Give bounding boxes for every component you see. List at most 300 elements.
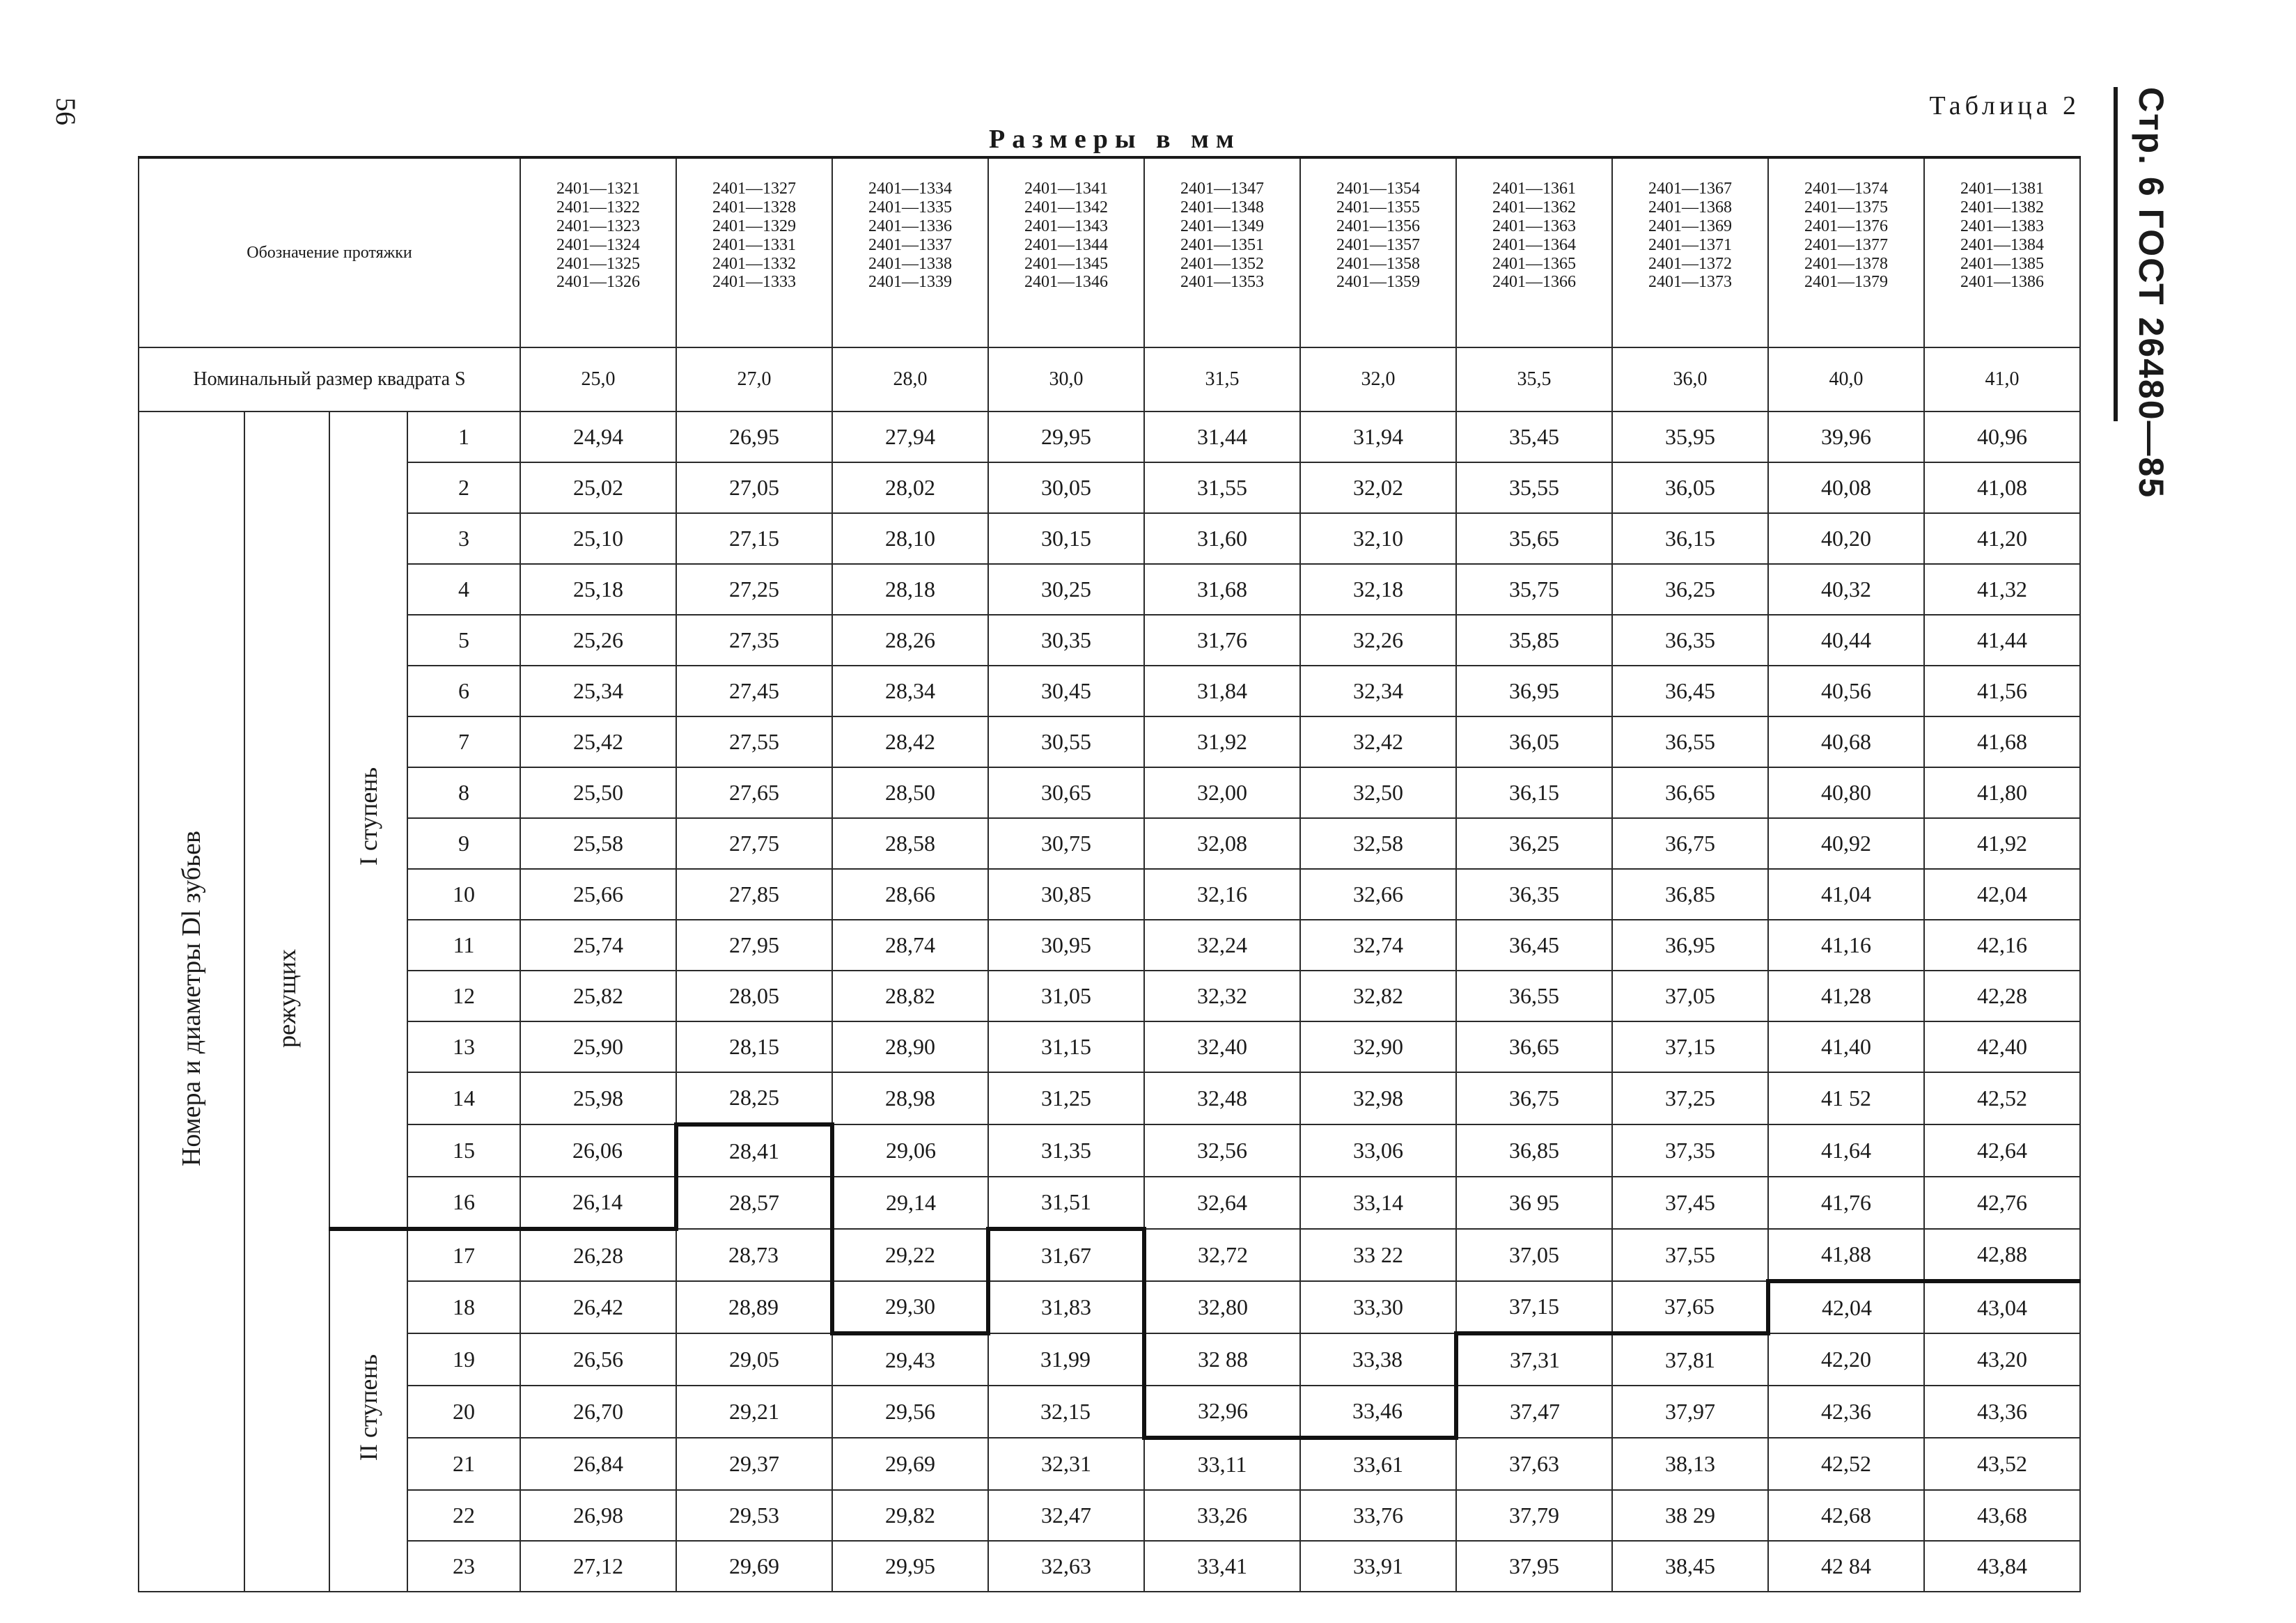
- diameter-cell: 35,65: [1456, 513, 1612, 564]
- diameter-cell: 36,35: [1612, 615, 1768, 666]
- diameter-cell: 29,95: [988, 411, 1144, 462]
- diameter-cell: 36,85: [1612, 869, 1768, 920]
- diameter-cell: 28,98: [832, 1072, 988, 1124]
- diameter-cell: 25,02: [520, 462, 676, 513]
- diameter-cell: 33,91: [1300, 1541, 1456, 1592]
- designation-cell: 2401—1381 2401—1382 2401—1383 2401—1384 2401—1385 2401—1386: [1924, 157, 2080, 347]
- table-title: Таблица 2: [1929, 91, 2080, 120]
- table-row: [139, 1072, 2080, 1124]
- diameter-cell: 29,22: [832, 1229, 988, 1281]
- diameter-cell: 33,38: [1300, 1333, 1456, 1386]
- diameter-cell: 33,11: [1144, 1438, 1300, 1490]
- diameter-cell: 24,94: [520, 411, 676, 462]
- diameter-cell: 41,44: [1924, 615, 2080, 666]
- diameter-cell: 28,42: [832, 716, 988, 767]
- diameter-cell: 28,57: [676, 1177, 832, 1229]
- diameter-cell: 31,25: [988, 1072, 1144, 1124]
- diameter-cell: 36,55: [1612, 716, 1768, 767]
- diameter-cell: 36,25: [1612, 564, 1768, 615]
- diameter-cell: 37,81: [1612, 1333, 1768, 1386]
- diameter-cell: 32,66: [1300, 869, 1456, 920]
- diameter-cell: 32,72: [1144, 1229, 1300, 1281]
- diameter-cell: 31,05: [988, 971, 1144, 1021]
- stage2-label: II ступень: [354, 1354, 382, 1461]
- diameter-cell: 31,83: [988, 1281, 1144, 1333]
- tooth-number: 17: [407, 1229, 520, 1281]
- diameter-cell: 32,15: [988, 1386, 1144, 1438]
- diameter-cell: 25,42: [520, 716, 676, 767]
- diameter-cell: 41,32: [1924, 564, 2080, 615]
- diameter-cell: 41,76: [1768, 1177, 1924, 1229]
- diameter-cell: 42,16: [1924, 920, 2080, 971]
- diameter-cell: 37,55: [1612, 1229, 1768, 1281]
- nominal-cell: 28,0: [832, 347, 988, 411]
- diameter-cell: 30,65: [988, 767, 1144, 818]
- table-row: [139, 1229, 2080, 1281]
- diameter-cell: 32,50: [1300, 767, 1456, 818]
- diameter-cell: 32,26: [1300, 615, 1456, 666]
- diameter-cell: 37,25: [1612, 1072, 1768, 1124]
- diameter-cell: 32,16: [1144, 869, 1300, 920]
- diameter-cell: 28,90: [832, 1021, 988, 1072]
- diameter-cell: 40,20: [1768, 513, 1924, 564]
- table-row: [139, 513, 2080, 564]
- diameter-cell: 30,55: [988, 716, 1144, 767]
- diameter-cell: 29,05: [676, 1333, 832, 1386]
- diameter-cell: 28,73: [676, 1229, 832, 1281]
- nominal-cell: 31,5: [1144, 347, 1300, 411]
- diameter-cell: 37,47: [1456, 1386, 1612, 1438]
- designation-cell: 2401—1347 2401—1348 2401—1349 2401—1351 2401—1352 2401—1353: [1144, 157, 1300, 347]
- table-row: [139, 869, 2080, 920]
- table-body: [139, 411, 2080, 1592]
- diameter-cell: 35,75: [1456, 564, 1612, 615]
- tooth-number: 23: [407, 1541, 520, 1592]
- table-row: [139, 716, 2080, 767]
- diameter-cell: 30,25: [988, 564, 1144, 615]
- diameter-cell: 27,35: [676, 615, 832, 666]
- tooth-number: 16: [407, 1177, 520, 1229]
- diameter-cell: 36,15: [1456, 767, 1612, 818]
- diameter-cell: 33,14: [1300, 1177, 1456, 1229]
- stage2-label-cell: [329, 1229, 407, 1592]
- stage1-label-cell: [329, 411, 407, 1229]
- diameter-cell: 32,18: [1300, 564, 1456, 615]
- diameter-cell: 31,92: [1144, 716, 1300, 767]
- table-row: [139, 920, 2080, 971]
- diameter-cell: 32,47: [988, 1490, 1144, 1541]
- diameter-cell: 36,15: [1612, 513, 1768, 564]
- diameter-cell: 33,30: [1300, 1281, 1456, 1333]
- diameter-cell: 41,08: [1924, 462, 2080, 513]
- table-row: [139, 615, 2080, 666]
- diameter-cell: 25,66: [520, 869, 676, 920]
- designation-cell: 2401—1321 2401—1322 2401—1323 2401—1324 2401—1325 2401—1326: [520, 157, 676, 347]
- tooth-number: 18: [407, 1281, 520, 1333]
- diameter-cell: 32,24: [1144, 920, 1300, 971]
- diameter-cell: 27,12: [520, 1541, 676, 1592]
- diameter-cell: 31,35: [988, 1124, 1144, 1177]
- diameter-cell: 37,79: [1456, 1490, 1612, 1541]
- diameter-cell: 33,06: [1300, 1124, 1456, 1177]
- table-row: [139, 1490, 2080, 1541]
- diameter-cell: 25,74: [520, 920, 676, 971]
- diameter-cell: 25,98: [520, 1072, 676, 1124]
- diameter-cell: 40,80: [1768, 767, 1924, 818]
- tooth-number: 2: [407, 462, 520, 513]
- diameter-cell: 25,34: [520, 666, 676, 716]
- designation-cell: 2401—1341 2401—1342 2401—1343 2401—1344 2401—1345 2401—1346: [988, 157, 1144, 347]
- diameter-cell: 32,31: [988, 1438, 1144, 1490]
- diameter-cell: 29,95: [832, 1541, 988, 1592]
- diameter-cell: 42,36: [1768, 1386, 1924, 1438]
- diameter-cell: 35,55: [1456, 462, 1612, 513]
- diameter-cell: 31,76: [1144, 615, 1300, 666]
- diameter-cell: 37,95: [1456, 1541, 1612, 1592]
- diameter-cell: 41,16: [1768, 920, 1924, 971]
- diameter-cell: 30,45: [988, 666, 1144, 716]
- table-row: [139, 1386, 2080, 1438]
- diameter-cell: 37,65: [1612, 1281, 1768, 1333]
- nominal-cell: 27,0: [676, 347, 832, 411]
- diameter-cell: 37,15: [1612, 1021, 1768, 1072]
- diameter-cell: 38,13: [1612, 1438, 1768, 1490]
- tooth-number: 8: [407, 767, 520, 818]
- diameter-cell: 37,05: [1612, 971, 1768, 1021]
- diameter-cell: 26,28: [520, 1229, 676, 1281]
- diameter-cell: 41,20: [1924, 513, 2080, 564]
- diameter-cell: 29,43: [832, 1333, 988, 1386]
- diameter-cell: 32,90: [1300, 1021, 1456, 1072]
- diameter-cell: 36,95: [1612, 920, 1768, 971]
- diameter-cell: 27,45: [676, 666, 832, 716]
- diameter-cell: 28,25: [676, 1072, 832, 1124]
- diameter-cell: 31,55: [1144, 462, 1300, 513]
- diameter-cell: 33,26: [1144, 1490, 1300, 1541]
- diameter-cell: 33 22: [1300, 1229, 1456, 1281]
- subgroup-label-cell: [244, 411, 329, 1592]
- group-label-cell: [139, 411, 244, 1592]
- diameter-cell: 32 88: [1144, 1333, 1300, 1386]
- diameter-cell: 32,74: [1300, 920, 1456, 971]
- diameter-cell: 32,58: [1300, 818, 1456, 869]
- diameter-cell: 41,92: [1924, 818, 2080, 869]
- table-row: [139, 411, 2080, 462]
- diameter-cell: 36 95: [1456, 1177, 1612, 1229]
- running-head: Стр. 6 ГОСТ 26480—85: [2132, 87, 2171, 499]
- diameter-cell: 27,55: [676, 716, 832, 767]
- diameter-cell: 26,56: [520, 1333, 676, 1386]
- diameter-cell: 29,69: [832, 1438, 988, 1490]
- units-caption: Размеры в мм: [989, 125, 1241, 154]
- diameter-cell: 36,75: [1456, 1072, 1612, 1124]
- diameter-cell: 27,85: [676, 869, 832, 920]
- diameter-cell: 41,68: [1924, 716, 2080, 767]
- diameter-cell: 25,26: [520, 615, 676, 666]
- diameter-cell: 28,26: [832, 615, 988, 666]
- diameter-cell: 31,67: [988, 1229, 1144, 1281]
- designation-cell: 2401—1367 2401—1368 2401—1369 2401—1371 2401—1372 2401—1373: [1612, 157, 1768, 347]
- diameter-cell: 27,15: [676, 513, 832, 564]
- diameter-cell: 31,15: [988, 1021, 1144, 1072]
- diameter-cell: 40,44: [1768, 615, 1924, 666]
- diameter-cell: 26,95: [676, 411, 832, 462]
- tooth-number: 20: [407, 1386, 520, 1438]
- tooth-number: 11: [407, 920, 520, 971]
- tooth-number: 13: [407, 1021, 520, 1072]
- broach-table: [138, 156, 2081, 1592]
- tooth-number: 4: [407, 564, 520, 615]
- diameter-cell: 32,48: [1144, 1072, 1300, 1124]
- diameter-cell: 25,50: [520, 767, 676, 818]
- diameter-cell: 35,85: [1456, 615, 1612, 666]
- diameter-cell: 42,76: [1924, 1177, 2080, 1229]
- diameter-cell: 36,55: [1456, 971, 1612, 1021]
- diameter-cell: 25,90: [520, 1021, 676, 1072]
- nominal-row: [139, 347, 2080, 411]
- diameter-cell: 26,98: [520, 1490, 676, 1541]
- diameter-cell: 28,02: [832, 462, 988, 513]
- diameter-cell: 42,40: [1924, 1021, 2080, 1072]
- table-row: [139, 1333, 2080, 1386]
- diameter-cell: 33,76: [1300, 1490, 1456, 1541]
- diameter-cell: 40,32: [1768, 564, 1924, 615]
- tooth-number: 19: [407, 1333, 520, 1386]
- tooth-number: 14: [407, 1072, 520, 1124]
- diameter-cell: 37,63: [1456, 1438, 1612, 1490]
- diameter-cell: 27,95: [676, 920, 832, 971]
- diameter-cell: 32,02: [1300, 462, 1456, 513]
- diameter-cell: 29,30: [832, 1281, 988, 1333]
- diameter-cell: 32,80: [1144, 1281, 1300, 1333]
- diameter-cell: 31,60: [1144, 513, 1300, 564]
- tooth-number: 1: [407, 411, 520, 462]
- diameter-cell: 28,74: [832, 920, 988, 971]
- diameter-cell: 29,82: [832, 1490, 988, 1541]
- nominal-cell: 32,0: [1300, 347, 1456, 411]
- diameter-cell: 42,52: [1768, 1438, 1924, 1490]
- nominal-cell: 41,0: [1924, 347, 2080, 411]
- diameter-cell: 28,89: [676, 1281, 832, 1333]
- diameter-cell: 36,45: [1612, 666, 1768, 716]
- diameter-cell: 37,05: [1456, 1229, 1612, 1281]
- nominal-cell: 30,0: [988, 347, 1144, 411]
- diameter-cell: 29,56: [832, 1386, 988, 1438]
- diameter-cell: 32,08: [1144, 818, 1300, 869]
- designation-label: Обозначение протяжки: [139, 157, 520, 347]
- diameter-cell: 42,04: [1768, 1281, 1924, 1333]
- diameter-cell: 41,88: [1768, 1229, 1924, 1281]
- diameter-cell: 33,41: [1144, 1541, 1300, 1592]
- diameter-cell: 37,45: [1612, 1177, 1768, 1229]
- diameter-cell: 28,10: [832, 513, 988, 564]
- table-row: [139, 1438, 2080, 1490]
- diameter-cell: 42,68: [1768, 1490, 1924, 1541]
- diameter-cell: 31,44: [1144, 411, 1300, 462]
- diameter-cell: 32,98: [1300, 1072, 1456, 1124]
- diameter-cell: 26,84: [520, 1438, 676, 1490]
- diameter-cell: 28,18: [832, 564, 988, 615]
- diameter-cell: 25,18: [520, 564, 676, 615]
- diameter-cell: 38 29: [1612, 1490, 1768, 1541]
- diameter-cell: 41,28: [1768, 971, 1924, 1021]
- diameter-cell: 40,08: [1768, 462, 1924, 513]
- diameter-cell: 32,40: [1144, 1021, 1300, 1072]
- diameter-cell: 43,04: [1924, 1281, 2080, 1333]
- diameter-cell: 41,40: [1768, 1021, 1924, 1072]
- diameter-cell: 32,82: [1300, 971, 1456, 1021]
- diameter-cell: 36,65: [1612, 767, 1768, 818]
- diameter-cell: 27,25: [676, 564, 832, 615]
- diameter-cell: 27,05: [676, 462, 832, 513]
- designation-row: [139, 157, 2080, 347]
- diameter-cell: 39,96: [1768, 411, 1924, 462]
- designation-cell: 2401—1374 2401—1375 2401—1376 2401—1377 2401—1378 2401—1379: [1768, 157, 1924, 347]
- table-row: [139, 564, 2080, 615]
- diameter-cell: 30,35: [988, 615, 1144, 666]
- diameter-cell: 43,36: [1924, 1386, 2080, 1438]
- diameter-cell: 28,05: [676, 971, 832, 1021]
- diameter-cell: 40,56: [1768, 666, 1924, 716]
- diameter-cell: 28,82: [832, 971, 988, 1021]
- diameter-cell: 29,06: [832, 1124, 988, 1177]
- diameter-cell: 25,58: [520, 818, 676, 869]
- diameter-cell: 42,64: [1924, 1124, 2080, 1177]
- diameter-cell: 32,00: [1144, 767, 1300, 818]
- diameter-cell: 30,95: [988, 920, 1144, 971]
- diameter-cell: 42,04: [1924, 869, 2080, 920]
- diameter-cell: 28,50: [832, 767, 988, 818]
- diameter-cell: 30,85: [988, 869, 1144, 920]
- diameter-cell: 28,15: [676, 1021, 832, 1072]
- table-row: [139, 1124, 2080, 1177]
- diameter-cell: 33,46: [1300, 1386, 1456, 1438]
- diameter-cell: 42,52: [1924, 1072, 2080, 1124]
- diameter-cell: 36,75: [1612, 818, 1768, 869]
- diameter-cell: 26,14: [520, 1177, 676, 1229]
- tooth-number: 21: [407, 1438, 520, 1490]
- diameter-cell: 27,75: [676, 818, 832, 869]
- diameter-cell: 28,66: [832, 869, 988, 920]
- table-row: [139, 818, 2080, 869]
- diameter-cell: 29,53: [676, 1490, 832, 1541]
- table-row: [139, 666, 2080, 716]
- diameter-cell: 42,88: [1924, 1229, 2080, 1281]
- diameter-cell: 36,05: [1612, 462, 1768, 513]
- diameter-cell: 25,82: [520, 971, 676, 1021]
- diameter-cell: 40,92: [1768, 818, 1924, 869]
- nominal-cell: 25,0: [520, 347, 676, 411]
- tooth-number: 6: [407, 666, 520, 716]
- diameter-cell: 32,10: [1300, 513, 1456, 564]
- diameter-cell: 26,06: [520, 1124, 676, 1177]
- diameter-cell: 40,96: [1924, 411, 2080, 462]
- diameter-cell: 38,45: [1612, 1541, 1768, 1592]
- designation-cell: 2401—1327 2401—1328 2401—1329 2401—1331 2401—1332 2401—1333: [676, 157, 832, 347]
- diameter-cell: 41,04: [1768, 869, 1924, 920]
- diameter-cell: 27,65: [676, 767, 832, 818]
- diameter-cell: 43,84: [1924, 1541, 2080, 1592]
- stage1-label: I ступень: [354, 767, 382, 866]
- diameter-cell: 30,15: [988, 513, 1144, 564]
- nominal-label: Номинальный размер квадрата S: [139, 347, 520, 411]
- diameter-cell: 30,05: [988, 462, 1144, 513]
- tooth-number: 15: [407, 1124, 520, 1177]
- diameter-cell: 37,35: [1612, 1124, 1768, 1177]
- diameter-cell: 30,75: [988, 818, 1144, 869]
- diameter-cell: 31,94: [1300, 411, 1456, 462]
- diameter-cell: 36,35: [1456, 869, 1612, 920]
- diameter-cell: 43,68: [1924, 1490, 2080, 1541]
- table-row: [139, 1021, 2080, 1072]
- running-head-rule: [2114, 87, 2118, 421]
- diameter-cell: 41,64: [1768, 1124, 1924, 1177]
- table-row: [139, 462, 2080, 513]
- diameter-cell: 28,58: [832, 818, 988, 869]
- diameter-cell: 31,68: [1144, 564, 1300, 615]
- tooth-number: 9: [407, 818, 520, 869]
- diameter-cell: 28,34: [832, 666, 988, 716]
- diameter-cell: 29,69: [676, 1541, 832, 1592]
- designation-cell: 2401—1334 2401—1335 2401—1336 2401—1337 2401—1338 2401—1339: [832, 157, 988, 347]
- diameter-cell: 31,84: [1144, 666, 1300, 716]
- diameter-cell: 41,56: [1924, 666, 2080, 716]
- nominal-cell: 35,5: [1456, 347, 1612, 411]
- diameter-cell: 40,68: [1768, 716, 1924, 767]
- designation-cell: 2401—1354 2401—1355 2401—1356 2401—1357 2401—1358 2401—1359: [1300, 157, 1456, 347]
- diameter-cell: 43,52: [1924, 1438, 2080, 1490]
- diameter-cell: 29,37: [676, 1438, 832, 1490]
- table-row: [139, 1281, 2080, 1333]
- diameter-cell: 35,45: [1456, 411, 1612, 462]
- diameter-cell: 29,21: [676, 1386, 832, 1438]
- diameter-cell: 32,96: [1144, 1386, 1300, 1438]
- tooth-number: 22: [407, 1490, 520, 1541]
- diameter-cell: 32,56: [1144, 1124, 1300, 1177]
- diameter-cell: 42 84: [1768, 1541, 1924, 1592]
- diameter-cell: 32,63: [988, 1541, 1144, 1592]
- diameter-cell: 32,42: [1300, 716, 1456, 767]
- table-row: [139, 1541, 2080, 1592]
- table-row: [139, 767, 2080, 818]
- table-row: [139, 1177, 2080, 1229]
- diameter-cell: 43,20: [1924, 1333, 2080, 1386]
- page-number: 56: [50, 97, 81, 125]
- designation-cell: 2401—1361 2401—1362 2401—1363 2401—1364 2401—1365 2401—1366: [1456, 157, 1612, 347]
- tooth-number: 10: [407, 869, 520, 920]
- tooth-number: 3: [407, 513, 520, 564]
- tooth-number: 12: [407, 971, 520, 1021]
- nominal-cell: 40,0: [1768, 347, 1924, 411]
- tooth-number: 7: [407, 716, 520, 767]
- diameter-cell: 32,64: [1144, 1177, 1300, 1229]
- diameter-cell: 41,80: [1924, 767, 2080, 818]
- diameter-cell: 25,10: [520, 513, 676, 564]
- diameter-cell: 36,95: [1456, 666, 1612, 716]
- diameter-cell: 37,15: [1456, 1281, 1612, 1333]
- diameter-cell: 31,99: [988, 1333, 1144, 1386]
- diameter-cell: 29,14: [832, 1177, 988, 1229]
- diameter-cell: 37,97: [1612, 1386, 1768, 1438]
- diameter-cell: 33,61: [1300, 1438, 1456, 1490]
- subgroup-label: режущих: [273, 949, 301, 1048]
- diameter-cell: 32,32: [1144, 971, 1300, 1021]
- diameter-cell: 28,41: [676, 1124, 832, 1177]
- diameter-cell: 42,28: [1924, 971, 2080, 1021]
- diameter-cell: 36,85: [1456, 1124, 1612, 1177]
- diameter-cell: 27,94: [832, 411, 988, 462]
- diameter-cell: 26,70: [520, 1386, 676, 1438]
